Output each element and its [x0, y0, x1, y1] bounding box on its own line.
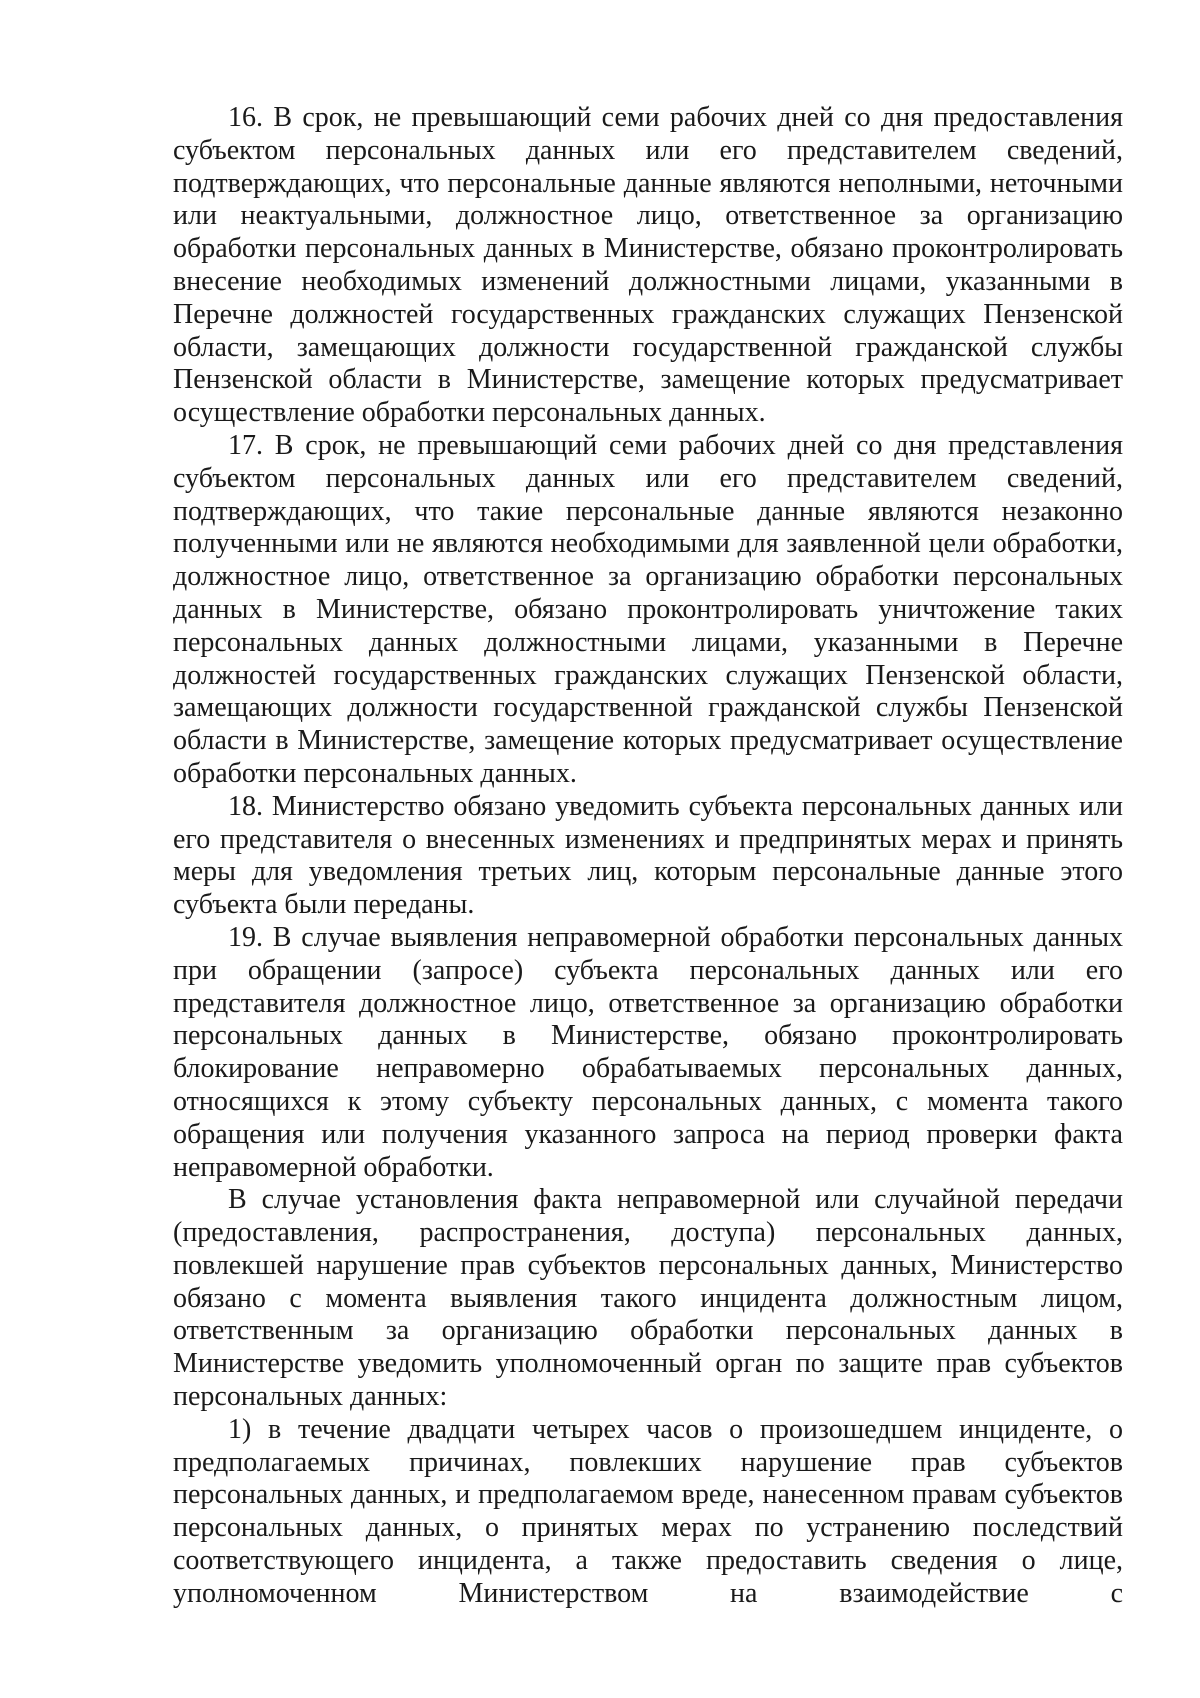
- paragraph-16: 16. В срок, не превышающий семи рабочих дней со дня предоставления субъектом персональных данных или его представителем сведений, подтверждающих, что персональные данные являются неполными, неточными или неактуальными, должностное лицо, ответственное за организацию обработки персональных данных в Министерстве, обязано проконтролировать внесение необходимых изменений должностными лицами, указанными в Перечне должностей государственных гражданских служащих Пензенской области, замещающих должности государственной гражданской службы Пензенской области в Министерстве, замещение которых предусматривает осуществление обработки персональных данных.: [173, 102, 1123, 429]
- list-item-1: 1) в течение двадцати четырех часов о произошедшем инциденте, о предполагаемых причинах, повлекших нарушение прав субъектов персональных данных, и предполагаемом вреде, нанесенном правам субъектов персональных данных, о принятых мерах по устранению последствий соответствующего инцидента, а также предоставить сведения о лице, уполномоченном Министерством на взаимодействие с: [173, 1413, 1123, 1609]
- paragraph-17: 17. В срок, не превышающий семи рабочих дней со дня представления субъектом персональных данных или его представителем сведений, подтверждающих, что такие персональные данные являются незаконно полученными или не являются необходимыми для заявленной цели обработки, должностное лицо, ответственное за организацию обработки персональных данных в Министерстве, обязано проконтролировать уничтожение таких персональных данных должностными лицами, указанными в Перечне должностей государственных гражданских служащих Пензенской области, замещающих должности государственной гражданской службы Пензенской области в Министерстве, замещение которых предусматривает осуществление обработки персональных данных.: [173, 429, 1123, 789]
- paragraph-18: 18. Министерство обязано уведомить субъекта персональных данных или его представителя о внесенных изменениях и предпринятых мерах и принять меры для уведомления третьих лиц, которым персональные данные этого субъекта были переданы.: [173, 790, 1123, 921]
- paragraph-19: 19. В случае выявления неправомерной обработки персональных данных при обращении (запросе) субъекта персональных данных или его представителя должностное лицо, ответственное за организацию обработки персональных данных в Министерстве, обязано проконтролировать блокирование неправомерно обрабатываемых персональных данных, относящихся к этому субъекту персональных данных, с момента такого обращения или получения указанного запроса на период проверки факта неправомерной обработки.: [173, 921, 1123, 1183]
- document-page: [173, 102, 1123, 1611]
- paragraph-incident-notice: В случае установления факта неправомерной или случайной передачи (предоставления, распространения, доступа) персональных данных, повлекшей нарушение прав субъектов персональных данных, Министерство обязано с момента выявления такого инцидента должностным лицом, ответственным за организацию обработки персональных данных в Министерстве уведомить уполномоченный орган по защите прав субъектов персональных данных:: [173, 1184, 1123, 1413]
